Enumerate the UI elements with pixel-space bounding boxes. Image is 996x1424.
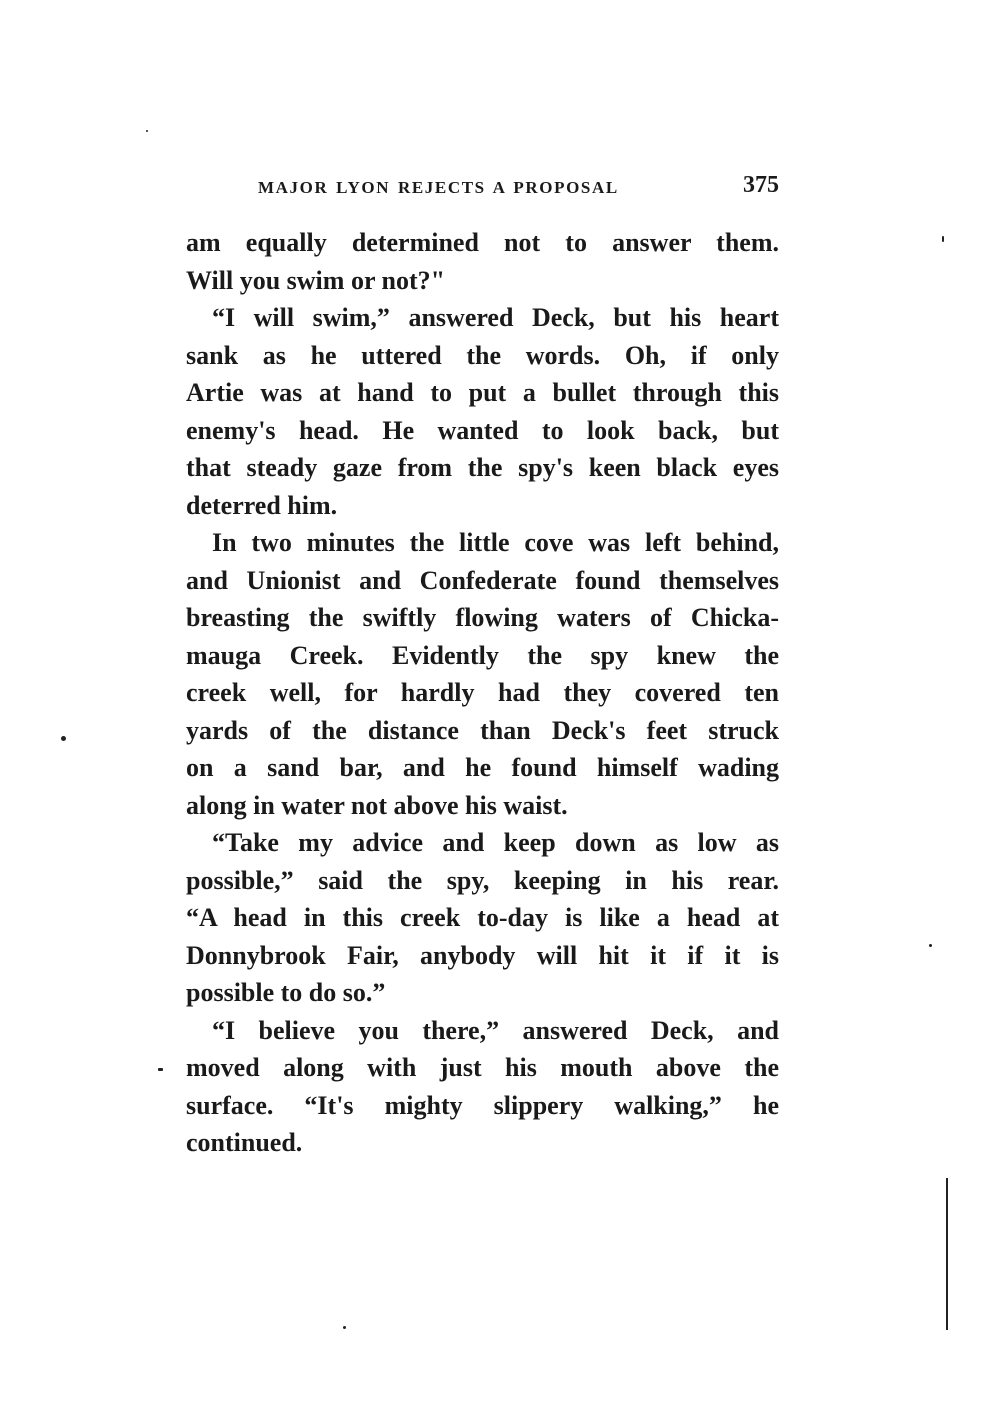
text-line: possible,” said the spy, keeping in his rear. <box>186 865 779 895</box>
page-edge-shadow <box>946 1178 948 1330</box>
text-line: on a sand bar, and he found himself wading <box>186 753 779 782</box>
text-line: Will you swim or not?" <box>186 265 446 295</box>
running-head <box>258 172 783 206</box>
scan-speck <box>146 130 148 132</box>
text-line: possible to do so.” <box>186 978 386 1007</box>
text-line: that steady gaze from the spy's keen black eyes <box>186 453 779 482</box>
text-line: sank as he uttered the words. Oh, if only <box>186 340 779 370</box>
text-line: “A head in this creek to-day is like a head at <box>186 903 779 932</box>
text-line: deterred him. <box>186 490 338 520</box>
text-line: yards of the distance than Deck's feet struck <box>186 715 779 745</box>
text-line: am equally determined not to answer them. <box>186 228 779 257</box>
text-line: In two minutes the little cove was left behind, <box>212 528 779 557</box>
text-line: and Unionist and Confederate found themselves <box>186 565 779 595</box>
page-number: 375 <box>743 172 779 198</box>
scan-speck <box>942 236 944 242</box>
text-line: creek well, for hardly had they covered ten <box>186 678 779 707</box>
scan-speck <box>343 1326 346 1329</box>
text-line: surface. “It's mighty slippery walking,” he <box>186 1090 779 1120</box>
text-line: breasting the swiftly flowing waters of Chicka- <box>186 603 779 632</box>
scan-speck <box>61 736 66 741</box>
text-line: “Take my advice and keep down as low as <box>212 828 779 857</box>
text-line: “I believe you there,” answered Deck, and <box>212 1015 779 1045</box>
running-title: MAJOR LYON REJECTS A PROPOSAL <box>258 178 619 197</box>
scan-speck <box>929 944 932 947</box>
text-line: along in water not above his waist. <box>186 790 568 820</box>
text-line: enemy's head. He wanted to look back, but <box>186 415 779 445</box>
text-line: moved along with just his mouth above the <box>186 1053 779 1082</box>
scan-speck <box>158 1068 163 1071</box>
text-line: “I will swim,” answered Deck, but his heart <box>212 303 779 332</box>
text-line: continued. <box>186 1128 303 1157</box>
body-text <box>186 224 779 1162</box>
text-line: Donnybrook Fair, anybody will hit it if it is <box>186 940 779 970</box>
text-line: Artie was at hand to put a bullet through this <box>186 378 779 407</box>
text-line: mauga Creek. Evidently the spy knew the <box>186 640 779 670</box>
